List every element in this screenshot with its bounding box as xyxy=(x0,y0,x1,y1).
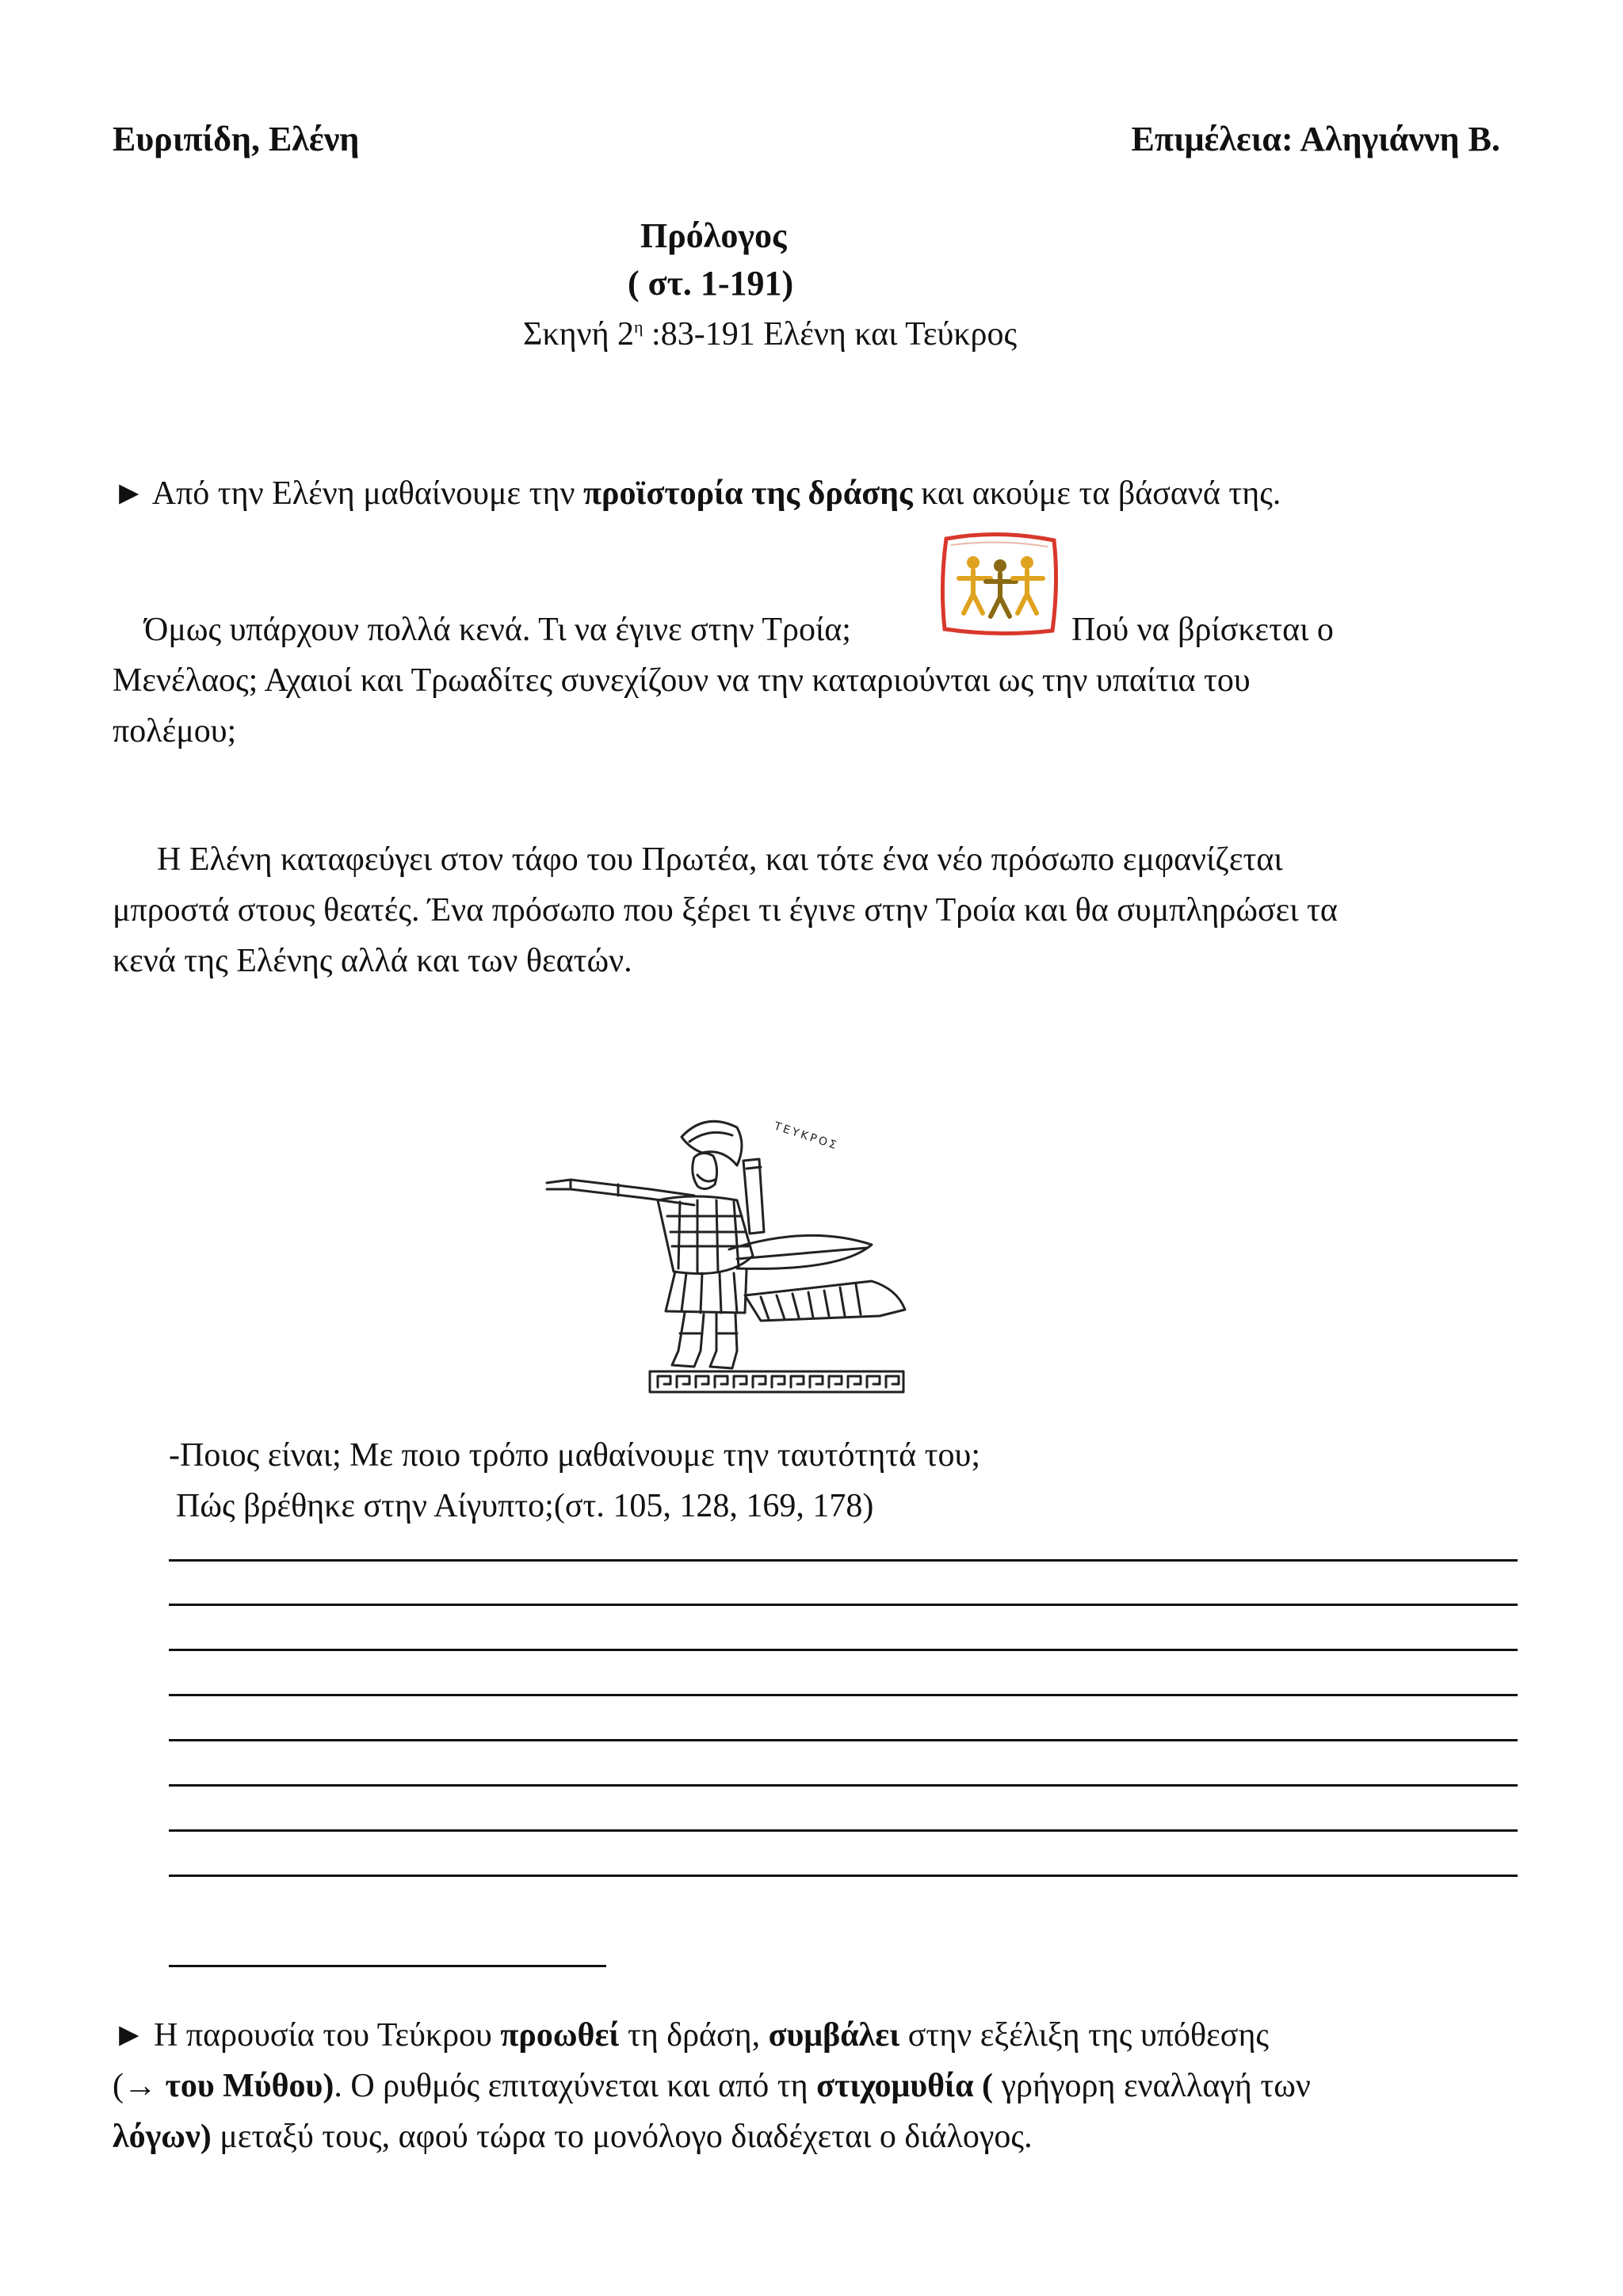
header-editor: Επιμέλεια: Αληγιάννη Β. xyxy=(1131,120,1500,158)
answer-line[interactable] xyxy=(169,1559,1518,1562)
answer-line[interactable] xyxy=(169,1694,1518,1696)
paragraph-proteus-line3: κενά της Ελένης αλλά και των θεατών. xyxy=(113,943,632,979)
paragraph-role-line3: λόγων) μεταξύ τους, αφού τώρα το μονόλογο διαδέχεται ο διάλογος. xyxy=(113,2119,1033,2155)
header-author-title: Ευριπίδη, Ελένη xyxy=(113,120,360,158)
paragraph-role-line2: (→ του Μύθου). Ο ρυθμός επιταχύνεται και από τη στιχομυθία ( γρήγορη εναλλαγή των xyxy=(113,2068,1311,2104)
paragraph-gaps-line2: Μενέλαος; Αχαιοί και Τρωαδίτες συνεχίζουν να την καταριούνται ως την υπαίτια του xyxy=(113,662,1251,699)
paragraph-gaps-line1-end: Πού να βρίσκεται ο xyxy=(1071,612,1334,648)
answer-line[interactable] xyxy=(169,1604,1518,1606)
paragraph-gaps-line1: Όμως υπάρχουν πολλά κενά. Τι να έγινε στην Τροία; xyxy=(144,612,851,648)
paragraph-prehistory: ► Από την Ελένη μαθαίνουμε την προϊστορία της δράσης και ακούμε τα βάσανά της. xyxy=(113,475,1281,512)
answer-line[interactable] xyxy=(169,1739,1518,1741)
group-people-icon xyxy=(935,529,1064,637)
section-verses: ( στ. 1-191) xyxy=(628,264,794,303)
scene-subtitle: Σκηνή $2^\eta$ :83-191 Ελένη και Τεύκρος xyxy=(523,316,1018,353)
answer-line[interactable] xyxy=(169,1784,1518,1787)
answer-line[interactable] xyxy=(169,1649,1518,1651)
answer-line[interactable] xyxy=(169,1965,606,1967)
section-title: Πρόλογος xyxy=(640,216,787,255)
answer-line[interactable] xyxy=(169,1875,1518,1877)
paragraph-gaps-line3: πολέμου; xyxy=(113,713,237,749)
paragraph-role-line1: ► Η παρουσία του Τεύκρου προωθεί τη δράση, συμβάλει στην εξέλιξη της υπόθεσης xyxy=(113,2017,1270,2054)
bullet-icon: ► xyxy=(113,475,146,512)
question-line2: Πώς βρέθηκε στην Αίγυπτο;(στ. 105, 128, 169, 178) xyxy=(176,1488,874,1524)
answer-line[interactable] xyxy=(169,1829,1518,1832)
paragraph-proteus-line1: Η Ελένη καταφεύγει στον τάφο του Πρωτέα, και τότε ένα νέο πρόσωπο εμφανίζεται xyxy=(157,841,1283,878)
teucer-illustration xyxy=(539,1113,919,1398)
teucer-caption: ΤΕΥΚΡΟΣ xyxy=(772,1119,841,1153)
bullet-icon: ► xyxy=(113,2017,146,2054)
question-line1: -Ποιος είναι; Με ποιο τρόπο μαθαίνουμε την ταυτότητά του; xyxy=(169,1437,981,1474)
paragraph-proteus-line2: μπροστά στους θεατές. Ένα πρόσωπο που ξέρει τι έγινε στην Τροία και θα συμπληρώσει τα xyxy=(113,892,1338,929)
